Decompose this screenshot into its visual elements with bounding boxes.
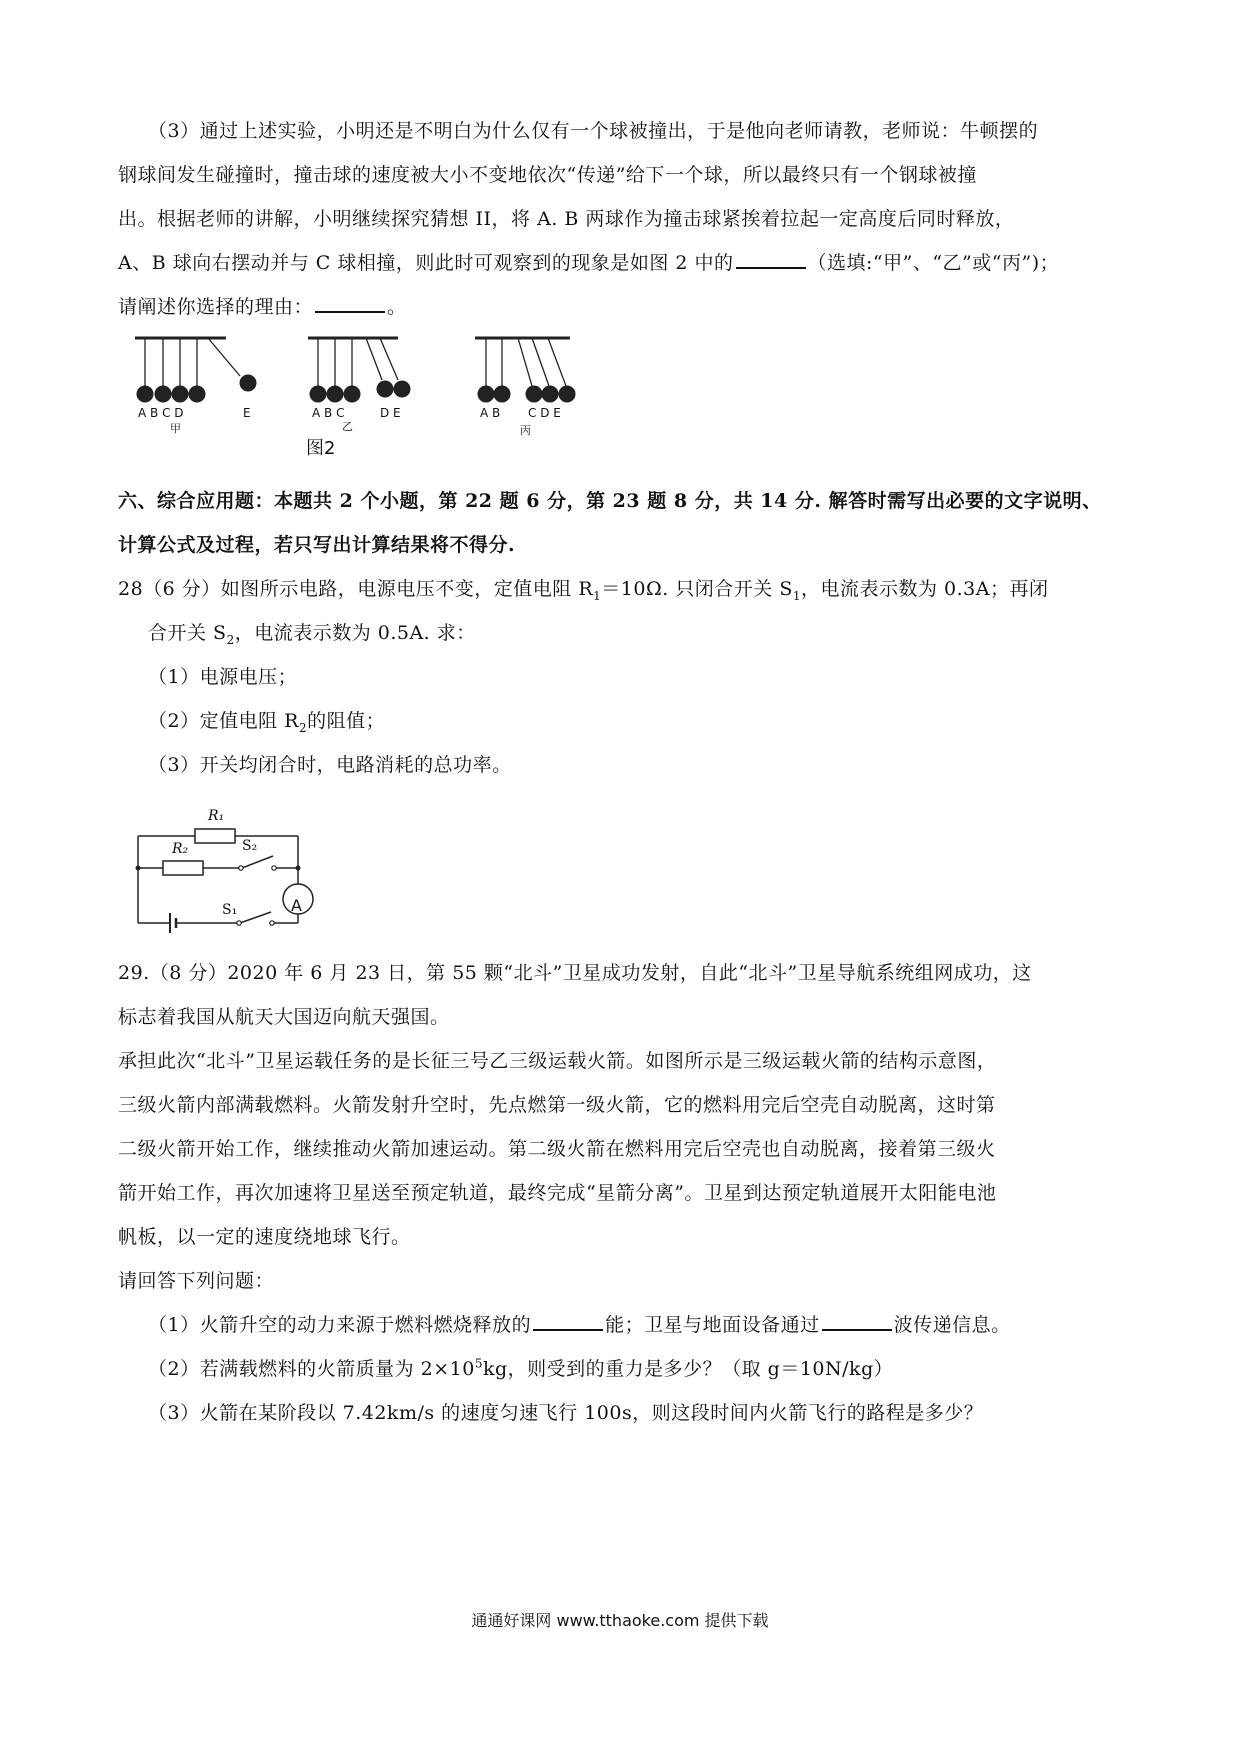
q28-sub3: （3）开关均闭合时，电路消耗的总功率。 [148, 754, 512, 776]
sub: 1 [792, 588, 802, 603]
r1-label: R₁ [208, 808, 225, 824]
q29-line7: 帆板，以一定的速度绕地球飞行。 [118, 1226, 411, 1248]
q29-line5: 二级火箭开始工作，继续推动火箭加速运动。第二级火箭在燃料用完后空壳也自动脱离，接着第三级火 [118, 1138, 996, 1160]
period: 。 [387, 296, 407, 318]
jia-name: 甲 [170, 422, 181, 435]
figure-2-newtons-cradle [130, 330, 630, 460]
figure-2-label: 图2 [306, 438, 336, 459]
q28-sub1: （1）电源电压； [148, 666, 298, 688]
q29-s2-b: kg，则受到的重力是多少？（取 g＝10N/kg） [482, 1358, 894, 1380]
q-part3-line5 [118, 292, 407, 319]
q28-text-a: 28（6 分）如图所示电路，电源电压不变，定值电阻 R [118, 578, 594, 600]
answer-blank[interactable] [822, 1311, 892, 1331]
sup: 5 [474, 1356, 483, 1371]
answer-blank[interactable] [315, 293, 385, 313]
q29-sub1 [148, 1310, 1011, 1337]
q28-l2-a: 合开关 S [148, 622, 227, 644]
answer-blank[interactable] [533, 1311, 603, 1331]
q-part3-line3: 出。根据老师的讲解，小明继续探究猜想 II，将 A. B 两球作为撞击球紧挨着拉起一定高度后同时释放， [118, 208, 1015, 230]
q-part3-line4-text: A、B 球向右摆动并与 C 球相撞，则此时可观察到的现象是如图 2 中的 [118, 252, 734, 274]
q-part3-line5-text: 请阐述你选择的理由： [118, 296, 314, 318]
q29-sub3: （3）火箭在某阶段以 7.42km/s 的速度匀速飞行 100s，则这段时间内火箭飞行的路程是多少？ [148, 1402, 984, 1424]
q29-s2-a: （2）若满载燃料的火箭质量为 2×10 [148, 1358, 475, 1380]
q29-sub2 [148, 1354, 893, 1381]
sub: 2 [226, 632, 235, 647]
q28-text-c: ，电流表示数为 0.3A；再闭 [801, 578, 1049, 600]
q29-s1-a: （1）火箭升空的动力来源于燃料燃烧释放的 [148, 1314, 532, 1336]
page-footer: 通通好课网 www.tthaoke.com 提供下载 [471, 1611, 769, 1630]
q29-s1-c: 波传递信息。 [893, 1314, 1011, 1336]
bing-ball-labels: A B [480, 406, 501, 420]
q28-l2-b: ，电流表示数为 0.5A. 求： [234, 622, 476, 644]
yi-name: 乙 [342, 420, 353, 433]
circuit-diagram [130, 808, 330, 938]
q29-line4: 三级火箭内部满载燃料。火箭发射升空时，先点燃第一级火箭，它的燃料用完后空壳自动脱离，这时第 [118, 1094, 996, 1116]
yi-ball-labels: A B C [312, 406, 345, 420]
bing-cde-labels: C D E [528, 406, 561, 420]
q28-line2 [148, 618, 476, 647]
q-part3-line4-choices: （选填:“甲”、“乙”或“丙”)； [807, 252, 1060, 274]
jia-e-label: E [243, 406, 251, 420]
sub: 2 [298, 720, 308, 735]
r2-label: R₂ [172, 841, 189, 857]
q-part3-line4 [118, 248, 1059, 275]
section-6-heading-line2: 计算公式及过程，若只写出计算结果将不得分. [118, 534, 516, 556]
q28-text-b: ＝10Ω. 只闭合开关 S [601, 578, 793, 600]
q-part3-line1: （3）通过上述实验，小明还是不明白为什么仅有一个球被撞出，于是他向老师请教，老师说：牛顿摆的 [148, 120, 1039, 142]
q29-s1-b: 能；卫星与地面设备通过 [605, 1314, 820, 1336]
q29-line6: 箭开始工作，再次加速将卫星送至预定轨道，最终完成“星箭分离”。卫星到达预定轨道展开太阳能电池 [118, 1182, 997, 1204]
s2-label: S₂ [242, 838, 258, 854]
q28-line1 [118, 574, 1049, 603]
section-6-heading-line1: 六、综合应用题：本题共 2 个小题，第 22 题 6 分，第 23 题 8 分，共 14 分. 解答时需写出必要的文字说明、 [118, 490, 1102, 512]
q29-line2: 标志着我国从航天大国迈向航天强国。 [118, 1006, 450, 1028]
q29-line3: 承担此次“北斗”卫星运载任务的是长征三号乙三级运载火箭。如图所示是三级运载火箭的结构示意图， [118, 1050, 997, 1072]
q28-s2-b: 的阻值； [307, 710, 386, 732]
ammeter-label: A [291, 896, 302, 915]
answer-blank[interactable] [736, 249, 806, 269]
q29-line1: 29.（8 分）2020 年 6 月 23 日，第 55 颗“北斗”卫星成功发射，自此“北斗”卫星导航系统组网成功，这 [118, 962, 1032, 984]
jia-ball-labels: A B C D [138, 406, 184, 420]
q-part3-line2: 钢球间发生碰撞时，撞击球的速度被大小不变地依次“传递”给下一个球，所以最终只有一个钢球被撞 [118, 164, 977, 186]
q28-s2-a: （2）定值电阻 R [148, 710, 299, 732]
bing-name: 丙 [520, 424, 531, 437]
s1-label: S₁ [222, 902, 238, 918]
sub: 1 [593, 588, 602, 603]
yi-de-labels: D E [380, 406, 401, 420]
q28-sub2 [148, 706, 385, 735]
q29-line8: 请回答下列问题： [118, 1270, 275, 1292]
